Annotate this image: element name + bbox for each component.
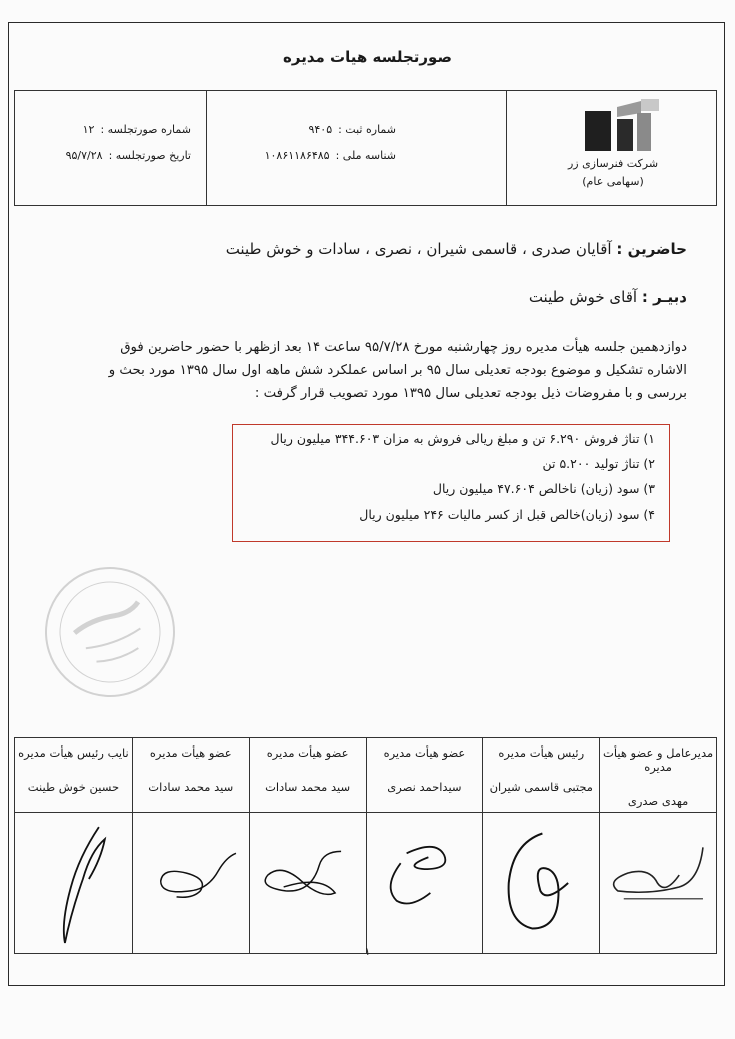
signatory-header (132, 738, 249, 813)
minutes-date (66, 149, 191, 162)
attendees-label: حاضرین : (616, 240, 687, 258)
signatory-role: عضو هیأت مدیره (266, 746, 349, 760)
registration-cell (206, 91, 506, 205)
signatory-name: مجتبی قاسمی شیران (489, 780, 593, 794)
signature-cell (15, 813, 132, 953)
minutes-number-label: شماره صورتجلسه : (100, 123, 191, 136)
minutes-info-cell (15, 91, 206, 205)
signatory-name: حسین خوش طینت (27, 780, 120, 794)
signature-cell (132, 813, 249, 953)
signature-mark (600, 813, 716, 953)
signature-cell (366, 813, 483, 953)
secretary-value: آقای خوش طینت (528, 288, 638, 306)
secretary-line (529, 288, 687, 306)
body-paragraph (47, 336, 687, 405)
signatory-header (366, 738, 483, 813)
minutes-date-label: تاریخ صورتجلسه : (108, 149, 191, 162)
page-title: صورتجلسه هیات مدیره (283, 48, 452, 66)
registration-label: شماره ثبت : (338, 123, 396, 136)
national-id-label: شناسه ملی : (335, 149, 396, 162)
signature-cell (482, 813, 599, 953)
signatory-name: مهدی صدری (627, 794, 689, 808)
company-logo-icon (581, 99, 661, 154)
signature-cell (599, 813, 716, 953)
page-number: ۱ (364, 945, 371, 958)
header-box (14, 90, 717, 206)
company-type: (سهامی عام) (582, 175, 644, 188)
signatory-role: رئیس هیأت مدیره (498, 746, 585, 760)
signatory-role: نایب رئیس هیأت مدیره (18, 746, 129, 760)
company-name: شرکت فنرسازی زر (567, 157, 659, 170)
signatory-role: عضو هیأت مدیره (383, 746, 466, 760)
body-line: دوازدهمین جلسه هیأت مدیره روز چهارشنبه مورخ ۹۵/۷/۲۸ ساعت ۱۴ بعد ازظهر با حضور حاضرین فوق (120, 340, 687, 355)
signatory-role: عضو هیأت مدیره (149, 746, 232, 760)
signatory-name: سید محمد سادات (265, 780, 351, 794)
signatory-header (15, 738, 132, 813)
approved-item: ۳) سود (زیان) ناخالص ۴۷.۶۰۴ میلیون ریال (432, 481, 655, 496)
approved-item: ۴) سود (زیان)خالص قبل از کسر مالیات ۲۴۶ میلیون ریال (359, 507, 655, 522)
attendees-value: آقایان صدری ، قاسمی شیران ، نصری ، سادات و خوش طینت (225, 240, 612, 258)
signature-cell (249, 813, 366, 953)
minutes-number-value: ۱۲ (82, 123, 95, 136)
body-line: بررسی و با مفروضات ذیل بودجه تعدیلی سال ۱۳۹۵ مورد تصویب قرار گرفت : (254, 386, 687, 401)
body-line: الاشاره تشکیل و موضوع بودجه تعدیلی سال ۹۵ بر اساس عملکرد شش ماهه اول سال ۱۳۹۵ مورد بحث و (108, 363, 687, 378)
approved-item: ۲) تناژ تولید ۵.۲۰۰ تن (542, 456, 655, 471)
signature-mark (133, 813, 249, 953)
signatory-header (599, 738, 716, 813)
signatory-name: سیداحمد نصری (387, 780, 462, 794)
approved-items-box (232, 424, 670, 542)
signature-mark (250, 813, 366, 953)
registration-number (308, 123, 396, 136)
national-id (265, 149, 396, 162)
signature-mark (367, 813, 483, 953)
attendees-line (226, 240, 687, 258)
minutes-number (83, 123, 191, 136)
minutes-date-value: ۹۵/۷/۲۸ (65, 149, 103, 162)
signatory-name: سید محمد سادات (148, 780, 234, 794)
signatory-header (249, 738, 366, 813)
company-stamp (38, 560, 183, 705)
signature-table (14, 737, 717, 954)
signatory-header (482, 738, 599, 813)
registration-value: ۹۴۰۵ (308, 123, 333, 136)
company-logo-cell (506, 91, 716, 205)
signature-mark (483, 813, 599, 953)
secretary-label: دبیـر : (641, 288, 687, 306)
approved-item: ۱) تناژ فروش ۶.۲۹۰ تن و مبلغ ریالی فروش به مزان ۳۴۴.۶۰۳ میلیون ریال (270, 431, 655, 446)
signatory-role: مدیرعامل و عضو هیأت مدیره (603, 746, 714, 774)
signature-mark (15, 813, 132, 953)
national-id-value: ۱۰۸۶۱۱۸۶۴۸۵ (264, 149, 330, 162)
